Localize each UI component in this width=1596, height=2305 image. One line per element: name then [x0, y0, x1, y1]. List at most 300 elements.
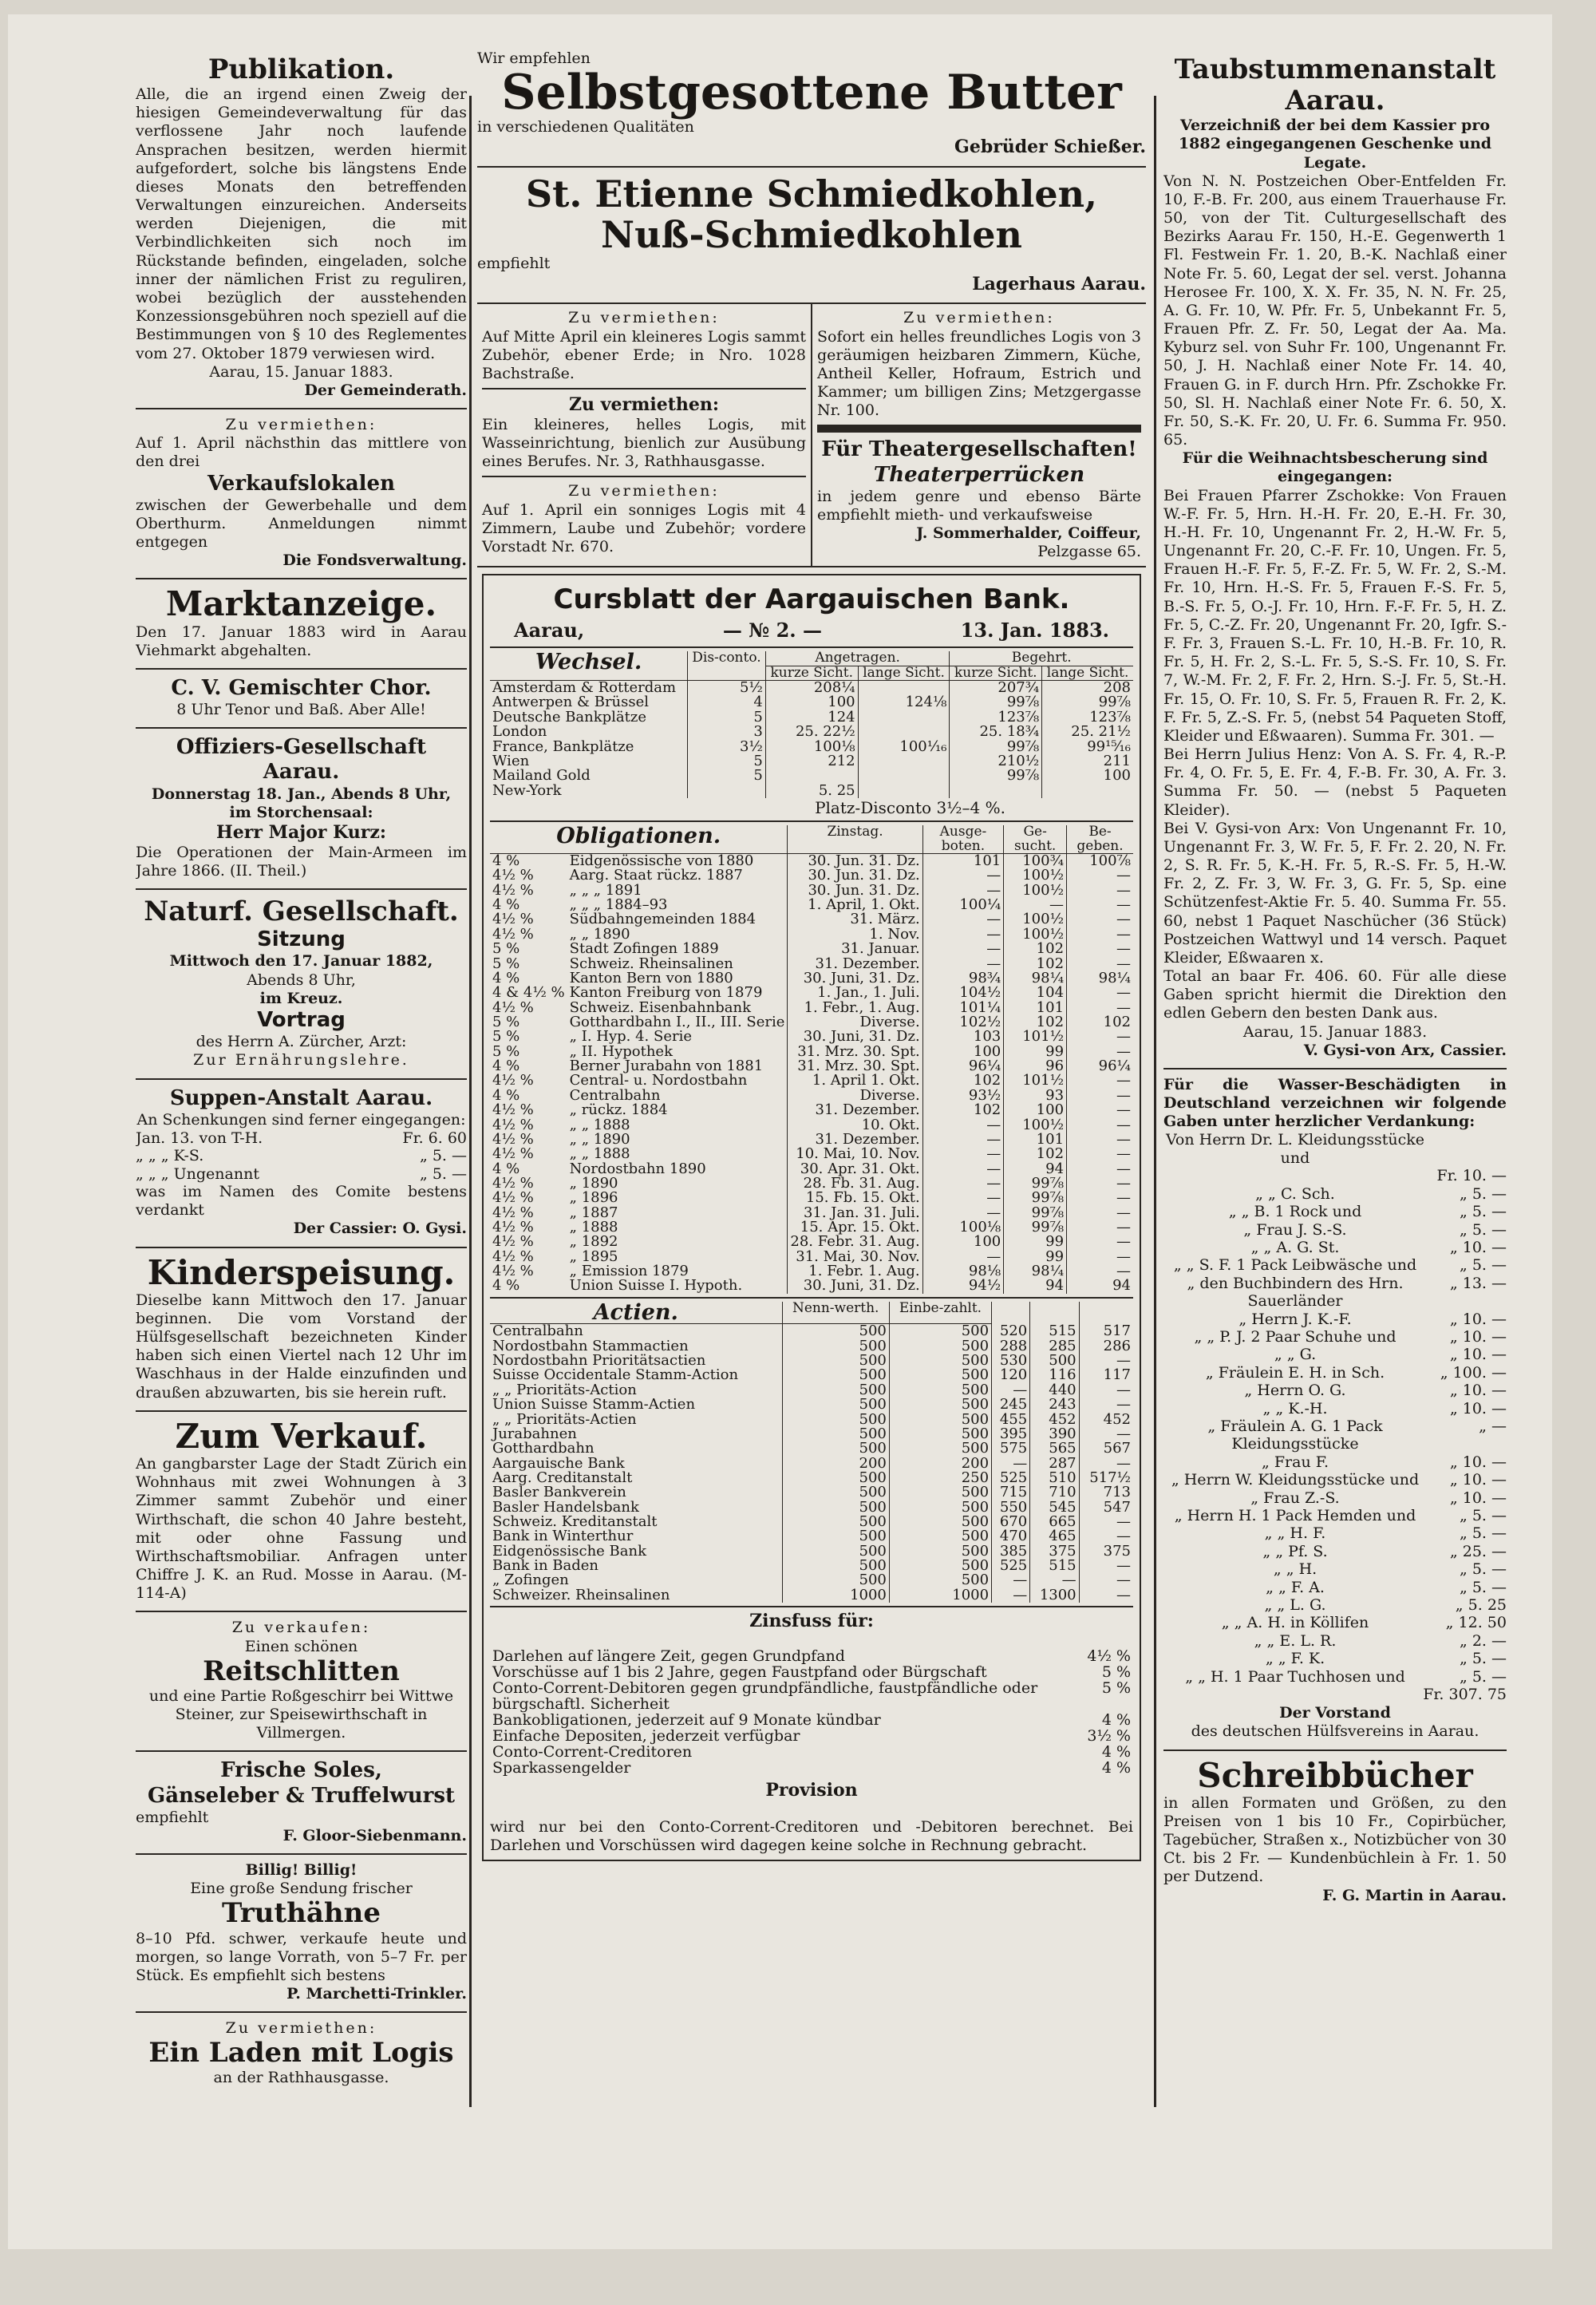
list-item	[1163, 1346, 1507, 1363]
table-cell-value: 101	[1004, 1001, 1067, 1015]
donation-list	[1163, 1131, 1507, 1686]
table-cell-name: Jurabahnen	[492, 1425, 577, 1442]
table-cell-name: 4½ %	[492, 1130, 534, 1148]
table-cell-value: 31. Mrz. 30. Spt.	[788, 1045, 922, 1059]
ad-body: zwischen der Gewerbehalle und dem Oberthurm. Anmeldungen nimmt entgegen	[136, 496, 467, 552]
table-cell-value: 100½	[1004, 912, 1067, 927]
table-cell-value: 94½	[922, 1279, 1004, 1293]
table-cell-name: 4 %	[492, 1086, 520, 1104]
ad-body: An gangbarster Lage der Stadt Zürich ein Wohnhaus mit zwei Wohnungen à 3 Zimmer sammt Zubehör und einer Wirthschaft, die schon 40 Jahre besteht, mit oder ohne Fassung und Wirthschaftsmobiliar. Anfragen unter Chiffre J. K. an Rud. Mosse in Aarau. (M-114-A)	[136, 1455, 467, 1603]
column-header: Dis-conto.	[688, 651, 766, 680]
table-cell-value: 15. Fb. 15. Okt.	[788, 1191, 922, 1205]
list-value: „ 5. —	[1459, 1184, 1507, 1203]
list-item	[1163, 1543, 1507, 1560]
table-cell-name: Schweizer. Rheinsalinen	[492, 1586, 670, 1603]
table-cell-name: Gotthardbahn I., II., III. Serie	[569, 1013, 785, 1030]
table-row	[490, 1713, 1133, 1729]
table-cell-name: Mailand Gold	[492, 767, 591, 785]
bank-number: — № 2. —	[722, 619, 823, 642]
table-cell-value	[765, 769, 858, 783]
table-cell-value: 100	[1042, 769, 1133, 783]
list-item	[1163, 1400, 1507, 1417]
list-item	[1163, 1524, 1507, 1542]
table-cell-value: 30. Juni, 31. Dz.	[788, 1279, 922, 1293]
table-cell-value: 287	[1030, 1457, 1079, 1471]
table-cell-name: Schweiz. Rheinsalinen	[569, 955, 733, 972]
ad-signature: Der Vorstand	[1279, 1704, 1391, 1722]
list-value: „ 10. —	[1449, 1327, 1507, 1346]
table-cell-value: 30. Jun. 31. Dz.	[788, 868, 922, 883]
table-cell-name: Bank in Baden	[492, 1557, 598, 1575]
table-cell-name: Schweiz. Eisenbahnbank	[569, 998, 751, 1016]
table-cell-value: 3	[688, 725, 766, 739]
list-item	[1163, 1275, 1507, 1311]
list-value: „ 10. —	[1449, 1453, 1507, 1471]
table-cell-value: 500	[782, 1354, 889, 1368]
table-cell-value: 94	[1004, 1279, 1067, 1293]
table-cell-value: —	[1079, 1457, 1133, 1471]
table-cell-value: 1. Febr. 1. Aug.	[788, 1264, 922, 1279]
table-cell-value: 517	[1079, 1324, 1133, 1339]
table-cell-value: 200	[889, 1457, 991, 1471]
table-cell-value: 25. 18¾	[950, 725, 1042, 739]
table-cell-value: 395	[992, 1427, 1030, 1441]
ad-pre: Zu verkaufen:	[231, 1619, 371, 1637]
ad-title: C. V. Gemischter Chor.	[171, 675, 432, 700]
table-cell-value: 123⅞	[950, 710, 1042, 725]
table-cell-value: 96	[1004, 1059, 1067, 1073]
column-header: Ge-sucht.	[1004, 825, 1067, 853]
table-cell-value: 4 %	[1101, 1710, 1131, 1729]
column-header: lange Sicht.	[1042, 666, 1133, 680]
list-item	[136, 1147, 467, 1164]
table-cell-value: —	[1079, 1354, 1133, 1368]
table-cell-name: „ 1896	[569, 1189, 618, 1207]
list-value: „ 5. —	[1459, 1507, 1507, 1524]
table-cell-name: Nordostbahn Prioritätsactien	[492, 1352, 706, 1370]
table-row	[490, 1761, 1133, 1777]
ad-title: Offiziers-Gesellschaft Aarau.	[176, 735, 427, 785]
table-cell-value: 550	[992, 1500, 1030, 1515]
ad-body: Bei Herrn Julius Henz: Von A. S. Fr. 4, R.-P. Fr. 4, O. Fr. 5, E. Fr. 4, F.-B. Fr. 30, A. Fr. 3. Summa Fr. 50. — (nebst 5 Paqueten Kleider).	[1163, 745, 1507, 819]
ad-kinderspeisung	[136, 1248, 467, 1412]
table-cell-value: 99⅞	[1004, 1220, 1067, 1235]
ad-kohlen	[477, 168, 1146, 304]
list-label: „ „ H. 1 Paar Tuchhosen und	[1185, 1667, 1405, 1686]
table-cell-value: 500	[782, 1413, 889, 1427]
table-cell-value: 525	[992, 1559, 1030, 1573]
table-cell-value: 120	[992, 1368, 1030, 1382]
table-cell-value: 31. Januar.	[788, 942, 922, 956]
list-label: „ „ C. Sch.	[1255, 1184, 1335, 1203]
table-cell-value: 211	[1042, 754, 1133, 769]
table-cell-value: 1300	[1030, 1588, 1079, 1603]
ad-body: Ein kleineres, helles Logis, mit Wasseinrichtung, bienlich zur Ausübung eines Berufes. Nr. 3, Rathhausgasse.	[482, 415, 806, 471]
bank-header	[490, 619, 1133, 648]
table-cell-value: 123⅞	[1042, 710, 1133, 725]
ad-butter	[477, 48, 1146, 168]
column-header: Be-geben.	[1067, 825, 1133, 853]
ad-title: Selbstgesottene Butter	[501, 65, 1122, 121]
table-cell-name: 5 %	[492, 955, 520, 972]
table-cell-value	[858, 784, 950, 798]
list-item	[1163, 1650, 1507, 1667]
ad-suppen	[136, 1080, 467, 1248]
table-cell-value: 208	[1042, 681, 1133, 696]
table-cell-value: 101	[1004, 1133, 1067, 1147]
table-cell-name: 4½ %	[492, 1204, 534, 1221]
list-value: Fr. 6. 60	[402, 1129, 467, 1147]
table-cell-name: Eidgenössische von 1880	[569, 852, 754, 870]
bank-cursblatt	[482, 574, 1141, 1861]
table-cell-name: Centralbahn	[492, 1323, 583, 1340]
table-cell-value: —	[1067, 1250, 1133, 1264]
table-cell-value: 3½	[688, 740, 766, 754]
table-row	[490, 1588, 1133, 1603]
table-cell-value: 500	[782, 1441, 889, 1456]
ad-signature: des deutschen Hülfsvereins in Aarau.	[1191, 1722, 1479, 1741]
column-rule	[469, 96, 472, 2107]
table-cell-value: 500	[889, 1500, 991, 1515]
table-cell-value: 100¾	[1004, 854, 1067, 869]
bank-date: 13. Jan. 1883.	[960, 619, 1109, 642]
table-cell-value: 31. März.	[788, 912, 922, 927]
table-cell-value: 500	[889, 1413, 991, 1427]
ad-body: des Herrn A. Zürcher, Arzt:	[196, 1033, 407, 1051]
list-label: „ Herrn O. G.	[1244, 1382, 1346, 1400]
table-cell-name: 4 & 4½ %	[492, 984, 565, 1002]
table-cell-value: 520	[992, 1324, 1030, 1339]
table-cell-name: „ 1890	[569, 1174, 618, 1192]
ad-signature: F. G. Martin in Aarau.	[1322, 1886, 1507, 1904]
table-cell-value: 288	[992, 1339, 1030, 1354]
column-header: lange Sicht.	[858, 666, 950, 680]
divider-bar	[817, 425, 1141, 433]
list-value: „ 5. —	[1459, 1560, 1507, 1579]
table-cell-value: —	[992, 1383, 1030, 1398]
table-cell-value: 500	[889, 1368, 991, 1382]
table-cell-value: —	[992, 1588, 1030, 1603]
list-item	[1163, 1167, 1507, 1184]
table-cell-name: 5 %	[492, 1013, 520, 1030]
table-cell-value: 103	[922, 1030, 1004, 1044]
table-row	[490, 725, 1133, 739]
ad-body: Total an baar Fr. 406. 60. Für alle diese Gaben spricht hiermit die Direktion den edlen Gebern den besten Dank aus.	[1163, 967, 1507, 1022]
table-cell-value: 102	[1004, 957, 1067, 971]
list-label: „ Frau J. S.-S.	[1243, 1220, 1347, 1239]
table-cell-value: 567	[1079, 1441, 1133, 1456]
ad-title: St. Etienne Schmiedkohlen,	[525, 172, 1098, 216]
table-cell-value: —	[1067, 1073, 1133, 1088]
table-row	[490, 942, 1133, 956]
table-cell-value: 500	[889, 1441, 991, 1456]
list-label: Jan. 13. von T-H.	[136, 1129, 263, 1147]
table-cell-value: 102	[922, 1103, 1004, 1117]
list-value: „ 100. —	[1440, 1363, 1507, 1382]
ad-naturf	[136, 890, 467, 1079]
ad-pre: Zu vermiethen:	[903, 309, 1055, 327]
table-cell-value: Diverse.	[788, 1015, 922, 1030]
table-cell-value: 665	[1030, 1515, 1079, 1529]
table-row	[490, 1398, 1133, 1412]
table-cell-value: 500	[782, 1515, 889, 1529]
table-cell-name: Kanton Bern von 1880	[569, 969, 733, 986]
table-cell-name: Conto-Corrent-Creditoren	[492, 1742, 693, 1761]
table-cell-name: Aarg. Creditanstalt	[492, 1469, 633, 1486]
table-cell-value: 4	[688, 695, 766, 710]
column-header: Nenn-werth.	[782, 1302, 889, 1324]
table-cell-value: 98¼	[1004, 971, 1067, 986]
table-cell-name: Antwerpen & Brüssel	[492, 694, 650, 711]
list-label: „ Frau F.	[1261, 1453, 1329, 1471]
table-cell-value: 286	[1079, 1339, 1133, 1354]
table-cell-value: 5	[688, 769, 766, 783]
table-cell-value: 100½	[1004, 927, 1067, 942]
ad-title: Marktanzeige.	[165, 584, 437, 624]
table-cell-name: Einfache Depositen, jederzeit verfügbar	[492, 1726, 800, 1745]
table-cell-value	[688, 784, 766, 798]
list-label: „ „ P. J. 2 Paar Schuhe und	[1194, 1327, 1396, 1346]
ad-publikation	[136, 48, 467, 409]
ad-pre: empfiehlt	[477, 255, 551, 273]
column-header: Begehrt.	[950, 651, 1133, 666]
table-cell-value: 4 %	[1101, 1758, 1131, 1777]
section-label: Obligationen.	[490, 825, 788, 853]
table-cell-value: —	[1030, 1573, 1079, 1587]
ad-signature: Der Cassier: O. Gysi.	[293, 1220, 467, 1238]
table-row	[490, 1279, 1133, 1293]
ad-line: im Storchensaal:	[229, 803, 373, 821]
table-row	[490, 1665, 1133, 1681]
table-cell-value: 98¼	[1067, 971, 1133, 986]
list-value: „ 5. 25	[1455, 1596, 1507, 1615]
table-cell-value: —	[922, 1118, 1004, 1133]
list-value: „ 10. —	[1449, 1399, 1507, 1417]
list-value: „ 10. —	[1449, 1471, 1507, 1489]
table-cell-value: 100	[1004, 1103, 1067, 1117]
table-cell-name: „ „ 1888	[569, 1145, 630, 1163]
table-cell-value: —	[1067, 1206, 1133, 1220]
table-cell-value: —	[922, 1176, 1004, 1191]
list-label: „ „ „ K-S.	[136, 1147, 204, 1165]
table-cell-name: 4½ %	[492, 1072, 534, 1089]
table-cell-value: 500	[782, 1324, 889, 1339]
ad-soles	[136, 1752, 467, 1855]
table-row	[490, 1649, 1133, 1665]
ad-body: 8–10 Pfd. schwer, verkaufe heute und morgen, so lange Vorrath, von 5–7 Fr. per Stück. Es empfiehlt sich bestens	[136, 1929, 467, 1984]
table-cell-value: 4½ %	[1087, 1647, 1131, 1666]
table-row	[490, 1103, 1133, 1117]
ad-subtitle: Verzeichniß der bei dem Kassier pro 1882 eingegangenen Geschenke und Legate.	[1178, 117, 1492, 172]
table-cell-value: 104	[1004, 986, 1067, 1000]
table-cell-value: 5½	[688, 681, 766, 696]
list-value: „ 5. —	[1459, 1220, 1507, 1239]
table-cell-name: 4½ %	[492, 911, 534, 928]
table-cell-value: 500	[782, 1573, 889, 1587]
table-cell-value: 101½	[1004, 1073, 1067, 1088]
list-item	[1163, 1311, 1507, 1328]
table-cell-name: Darlehen auf längere Zeit, gegen Grundpfand	[492, 1647, 845, 1666]
ad-title: Truthähne	[222, 1897, 381, 1930]
ad-pre: Zu vermiethen:	[225, 2019, 377, 2038]
ad-body: Die Operationen der Main-Armeen im Jahre 1866. (II. Theil.)	[136, 843, 467, 880]
table-cell-value: 207¾	[950, 681, 1042, 696]
table-cell-name: New-York	[492, 781, 562, 799]
list-label: „ „ H.	[1273, 1560, 1317, 1579]
table-cell-value: —	[1067, 1133, 1133, 1147]
table-cell-name: „ Emission 1879	[569, 1263, 689, 1280]
table-cell-value: —	[1079, 1559, 1133, 1573]
table-cell-value: 31. Jan. 31. Juli.	[788, 1206, 922, 1220]
table-cell-value: 243	[1030, 1398, 1079, 1412]
table-cell-value: 500	[889, 1398, 991, 1412]
table-cell-name: Vorschüsse auf 1 bis 2 Jahre, gegen Faustpfand oder Bürgschaft	[492, 1663, 987, 1682]
list-value: „ 5. —	[419, 1147, 467, 1165]
ad-signature: Der Gemeinderath.	[304, 381, 467, 399]
list-label: „ „ A. G. St.	[1250, 1238, 1340, 1256]
ad-marktanzeige	[136, 579, 467, 670]
table-cell-name: 4½ %	[492, 1101, 534, 1119]
list-label: „ „ H. F.	[1264, 1524, 1326, 1543]
table-cell-value: 465	[1030, 1529, 1079, 1544]
ad-title: Reitschlitten	[203, 1655, 400, 1687]
table-cell-value: 545	[1030, 1500, 1079, 1515]
table-cell-value: 440	[1030, 1383, 1079, 1398]
table-cell-value: 99¹⁵⁄₁₆	[1042, 740, 1133, 754]
ad-body: Sofort ein helles freundliches Logis von 3 geräumigen heizbaren Zimmern, Küche, Antheil Keller, Hofraum, Estrich und Kammer; um billigen Zins; Metzgergasse Nr. 100.	[817, 327, 1141, 420]
ad-body: An Schenkungen sind ferner eingegangen:	[136, 1110, 466, 1129]
table-cell-value: 124	[765, 710, 858, 725]
table-cell-value: 715	[992, 1485, 1030, 1500]
table-cell-value: —	[992, 1573, 1030, 1587]
table-cell-value: 93½	[922, 1089, 1004, 1103]
table-cell-value: 100½	[1004, 1118, 1067, 1133]
ad-body: Eine große Sendung frischer	[190, 1880, 413, 1898]
table-cell-value: 575	[992, 1441, 1030, 1456]
table-cell-value: 250	[889, 1471, 991, 1485]
table-cell-value: 100¼	[922, 898, 1004, 912]
ad-title: Naturf. Gesellschaft.	[144, 896, 459, 928]
table-cell-name: Amsterdam & Rotterdam	[492, 679, 677, 697]
table-cell-value: 710	[1030, 1485, 1079, 1500]
table-cell-name: Bankobligationen, jederzeit auf 9 Monate kündbar	[492, 1710, 881, 1729]
table-cell-value: —	[1067, 1162, 1133, 1176]
table-cell-value: 208¼	[765, 681, 858, 696]
section-label: Actien.	[490, 1302, 782, 1324]
table-cell-value: —	[922, 1133, 1004, 1147]
table-cell-value: 500	[782, 1485, 889, 1500]
table-cell-value: 500	[889, 1544, 991, 1559]
table-cell-name: Eidgenössische Bank	[492, 1542, 646, 1560]
ad-title: Verkaufslokalen	[207, 471, 395, 496]
table-cell-value: —	[1067, 1089, 1133, 1103]
table-cell-value: 500	[1030, 1354, 1079, 1368]
table-cell-name: Central- u. Nordostbahn	[569, 1072, 748, 1089]
ad-body: Auf 1. April ein sonniges Logis mit 4 Zimmern, Laube und Zubehör; vordere Vorstadt Nr. 670.	[482, 500, 806, 555]
table-cell-name: 4½ %	[492, 881, 534, 899]
table-cell-name: „ I. Hyp. 4. Serie	[569, 1028, 692, 1046]
list-label: „ Herrn W. Kleidungsstücke und	[1171, 1471, 1420, 1489]
table-cell-name: Berner Jurabahn von 1881	[569, 1058, 764, 1075]
list-label: „ „ F. A.	[1266, 1578, 1325, 1596]
table-cell-name: „ „ Prioritäts-Action	[492, 1381, 637, 1398]
rent-ads-block	[477, 304, 1146, 567]
ad-signature: Lagerhaus Aarau.	[972, 273, 1146, 295]
list-item	[1163, 1453, 1507, 1471]
ad-subtitle: Theaterperrücken	[873, 462, 1085, 487]
table-cell-value: 93	[1004, 1089, 1067, 1103]
table-cell-name: Stadt Zofingen 1889	[569, 940, 719, 958]
wechsel-section	[490, 648, 1133, 822]
zinsfuss-section	[490, 1611, 1133, 1855]
table-cell-value: 510	[1030, 1471, 1079, 1485]
table-cell-value: 500	[782, 1427, 889, 1441]
list-item	[1163, 1560, 1507, 1578]
table-cell-value: 5	[688, 710, 766, 725]
table-cell-value: 452	[1079, 1413, 1133, 1427]
list-value: „ 5. —	[1459, 1203, 1507, 1221]
table-cell-name: Centralbahn	[569, 1086, 661, 1104]
table-cell-value: 5	[688, 754, 766, 769]
ad-pre: Billig! Billig!	[245, 1861, 358, 1880]
table-cell-value: 210½	[950, 754, 1042, 769]
table-cell-value: 25. 22½	[765, 725, 858, 739]
table-cell-name: „ 1895	[569, 1247, 618, 1265]
obligationen-table	[490, 825, 1133, 1293]
table-cell-value: 713	[1079, 1485, 1133, 1500]
table-cell-value: 15. Apr. 15. Okt.	[788, 1220, 922, 1235]
table-cell-value: 96¼	[1067, 1059, 1133, 1073]
zinsfuss-table	[490, 1649, 1133, 1777]
table-cell-name: „ „ Prioritäts-Actien	[492, 1410, 637, 1428]
table-cell-value: 500	[889, 1427, 991, 1441]
ad-line: Abends 8 Uhr,	[247, 971, 356, 989]
list-value: „ 5. —	[419, 1164, 467, 1183]
table-cell-value: 98⅛	[922, 1264, 1004, 1279]
table-cell-value: —	[922, 1191, 1004, 1205]
table-cell-value: 30. Juni, 31. Dz.	[788, 1030, 922, 1044]
table-cell-name: „ „ „ 1891	[569, 881, 642, 899]
table-cell-value: 101¼	[922, 1001, 1004, 1015]
table-cell-name: Südbahngemeinden 1884	[569, 911, 757, 928]
table-cell-value: 1. Jan., 1. Juli.	[788, 986, 922, 1000]
table-cell-value: 500	[889, 1485, 991, 1500]
table-cell-name: „ 1892	[569, 1233, 618, 1251]
table-cell-value: 102	[1004, 1147, 1067, 1161]
column-header: kurze Sicht.	[950, 666, 1042, 680]
ad-pre: Zu vermiethen:	[569, 394, 719, 416]
table-cell-value: —	[1079, 1427, 1133, 1441]
table-cell-value: 117	[1079, 1368, 1133, 1382]
list-value: „ 5. —	[1459, 1524, 1507, 1543]
table-cell-value: 500	[782, 1383, 889, 1398]
column-rule	[1154, 96, 1156, 2107]
table-cell-value: —	[922, 868, 1004, 883]
ad-signature: V. Gysi-von Arx, Cassier.	[1303, 1041, 1507, 1059]
table-row	[490, 1559, 1133, 1573]
table-cell-value: —	[1067, 1103, 1133, 1117]
ad-title: Kinderspeisung.	[147, 1252, 456, 1292]
table-cell-value: 1000	[889, 1588, 991, 1603]
table-cell-value: 101	[922, 854, 1004, 869]
table-cell-value: —	[1067, 942, 1133, 956]
list-label: „ „ Pf. S.	[1262, 1542, 1328, 1560]
table-cell-name: France, Bankplätze	[492, 737, 634, 755]
table-cell-name: „ „ 1888	[569, 1116, 630, 1133]
table-cell-name: Basler Bankverein	[492, 1484, 626, 1501]
table-cell-value: 99⅞	[950, 740, 1042, 754]
list-item	[1163, 1471, 1507, 1489]
